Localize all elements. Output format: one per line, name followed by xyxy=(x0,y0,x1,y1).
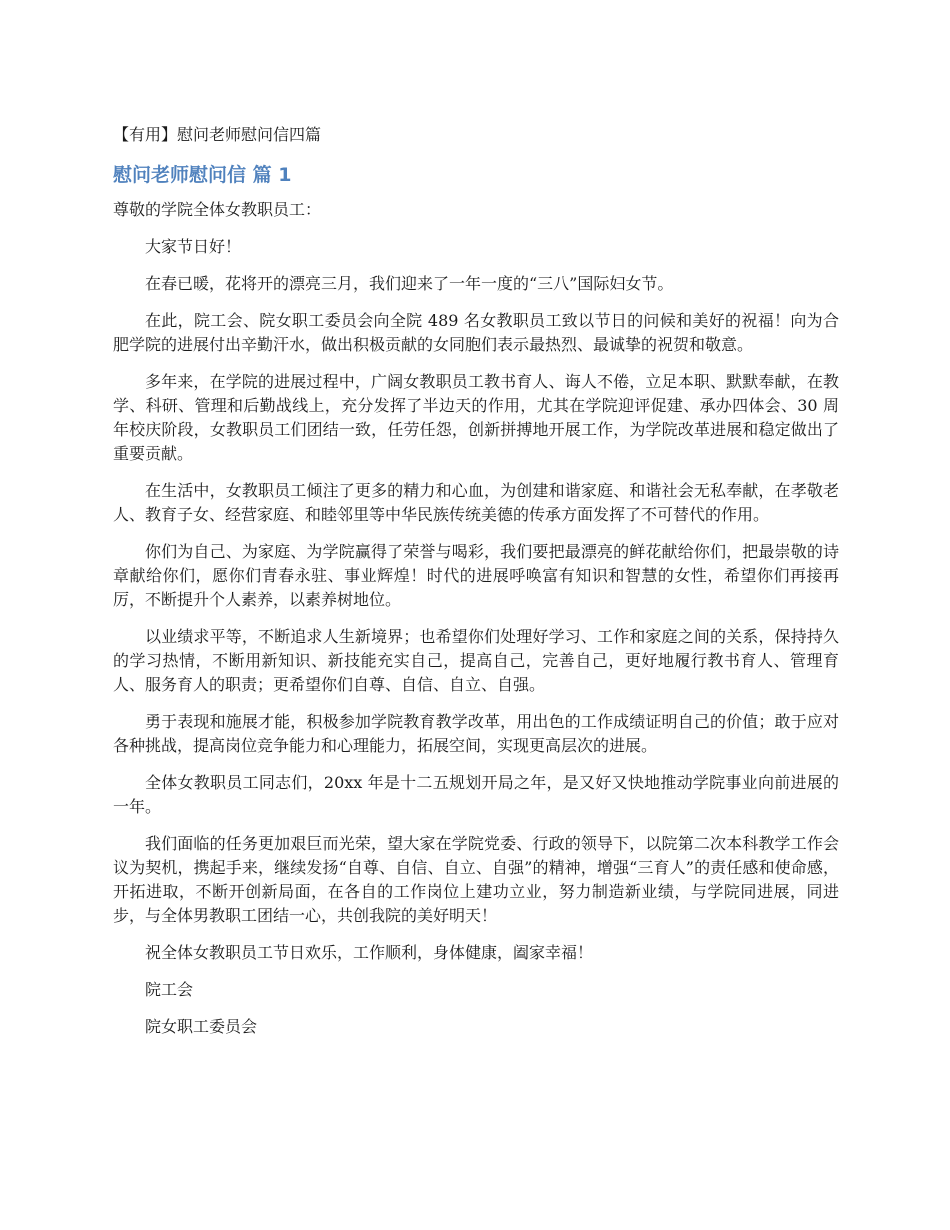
paragraph: 全体女教职员工同志们，20xx 年是十二五规划开局之年，是又好又快地推动学院事业向前进展的一年。 xyxy=(113,773,839,816)
paragraph: 以业绩求平等，不断追求人生新境界；也希望你们处理好学习、工作和家庭之间的关系，保持持久的学习热情，不断用新知识、新技能充实自己，提高自己，完善自己，更好地履行教书育人、管理育人、服务育人的职责；更希望你们自尊、自信、自立、自强。 xyxy=(113,627,839,694)
paragraph: 在此，院工会、院女职工委员会向全院 489 名女教职员工致以节日的问候和美好的祝福！向为合肥学院的进展付出辛勤汗水，做出积极贡献的女同胞们表示最热烈、最诚挚的祝贺和敬意。 xyxy=(113,311,839,354)
salutation: 尊敬的学院全体女教职员工： xyxy=(113,200,322,219)
signature-union: 院工会 xyxy=(145,980,194,999)
signature-committee: 院女职工委员会 xyxy=(145,1017,258,1036)
paragraph: 你们为自己、为家庭、为学院赢得了荣誉与喝彩，我们要把最漂亮的鲜花献给你们，把最崇敬的诗章献给你们，愿你们青春永驻、事业辉煌！时代的进展呼唤富有知识和智慧的女性，希望你们再接再厉，不断提升个人素养，以素养树地位。 xyxy=(113,542,839,609)
paragraph: 我们面临的任务更加艰巨而光荣，望大家在学院党委、行政的领导下，以院第二次本科教学工作会议为契机，携起手来，继续发扬“自尊、自信、自立、自强”的精神，增强“三育人”的责任感和使命感，开拓进取，不断开创新局面，在各自的工作岗位上建功立业，努力制造新业绩，与学院同进展，同进步，与全体男教职工团结一心，共创我院的美好明天！ xyxy=(113,834,839,925)
section-heading: 慰问老师慰问信 篇 1 xyxy=(113,164,292,186)
paragraph: 在春已暖，花将开的漂亮三月，我们迎来了一年一度的“三八”国际妇女节。 xyxy=(145,274,674,293)
document-title: 【有用】慰问老师慰问信四篇 xyxy=(113,125,322,144)
paragraph: 多年来，在学院的进展过程中，广阔女教职员工教书育人、诲人不倦，立足本职、默默奉献，在教学、科研、管理和后勤战线上，充分发挥了半边天的作用，尤其在学院迎评促建、承办四体会、30 周年校庆阶段，女教职员工们团结一致，任劳任怨，创新拼搏地开展工作，为学院改革进展和稳定做出了重要贡献。 xyxy=(113,372,839,463)
paragraph-closing-wish: 祝全体女教职员工节日欢乐，工作顺利，身体健康，阖家幸福！ xyxy=(145,943,594,962)
paragraph: 勇于表现和施展才能，积极参加学院教育教学改革，用出色的工作成绩证明自己的价值；敢于应对各种挑战，提高岗位竞争能力和心理能力，拓展空间，实现更高层次的进展。 xyxy=(113,712,839,755)
document-body xyxy=(113,124,839,1052)
paragraph-greeting: 大家节日好！ xyxy=(145,237,242,256)
paragraph: 在生活中，女教职员工倾注了更多的精力和心血，为创建和谐家庭、和谐社会无私奉献，在孝敬老人、教育子女、经营家庭、和睦邻里等中华民族传统美德的传承方面发挥了不可替代的作用。 xyxy=(113,481,839,524)
